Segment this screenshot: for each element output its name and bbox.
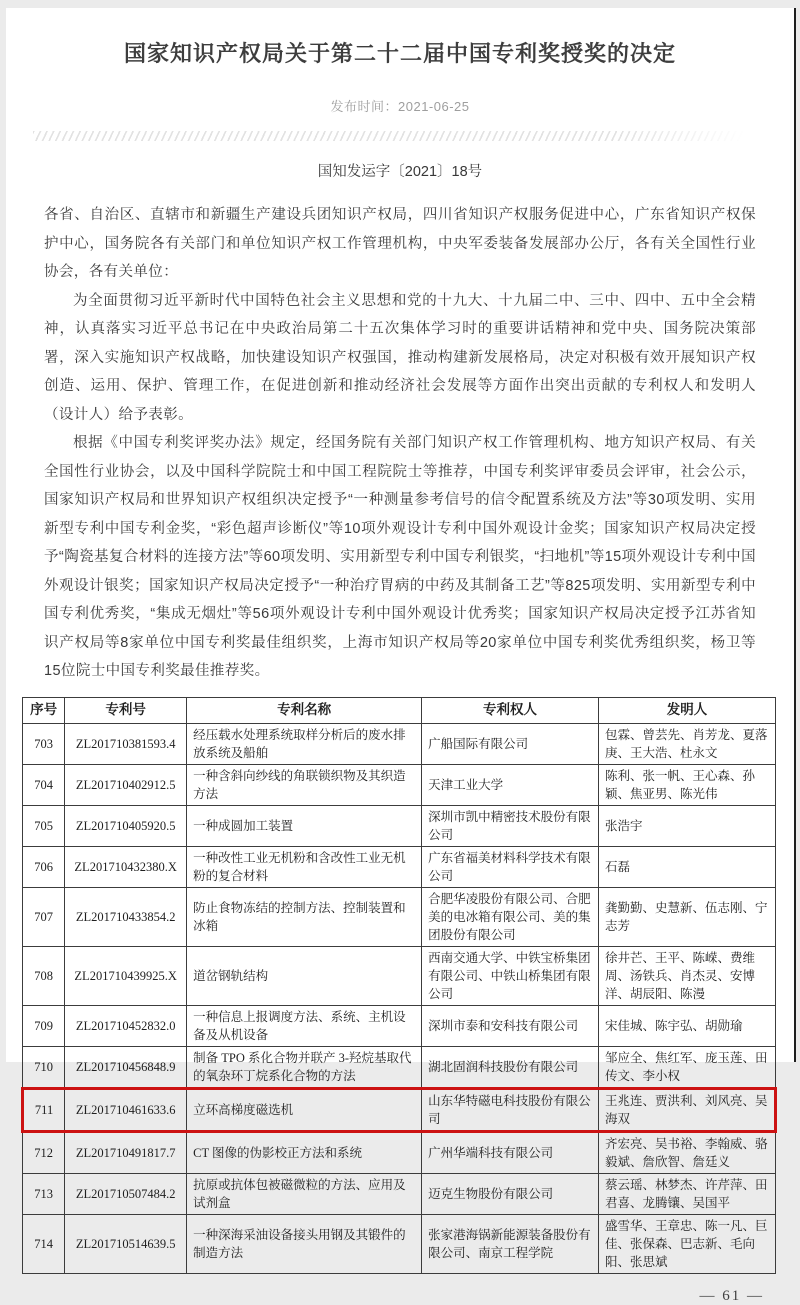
cell-inventors: 王兆连、贾洪利、刘风亮、吴海双	[599, 1088, 776, 1131]
page-title: 国家知识产权局关于第二十二届中国专利奖授奖的决定	[123, 41, 676, 66]
cell-index: 706	[23, 846, 65, 887]
cell-index: 704	[23, 764, 65, 805]
cell-patent-name: 一种改性工业无机粉和含改性工业无机粉的复合材料	[187, 846, 422, 887]
cell-inventors: 陈利、张一帆、王心森、孙颖、焦亚男、陈光伟	[599, 764, 776, 805]
cell-patent-holder: 山东华特磁电科技股份有限公司	[422, 1088, 599, 1131]
paragraph-addressees: 各省、自治区、直辖市和新疆生产建设兵团知识产权局，四川省知识产权服务促进中心，广东省知识产权保护中心，国务院各有关部门和单位知识产权工作管理机构，中央军委装备发展部办公厅，各有关全国性行业协会，各有关单位：	[44, 207, 756, 280]
table-header-row	[23, 697, 776, 723]
cell-patent-number: ZL201710432380.X	[65, 846, 187, 887]
cell-patent-number: ZL201710381593.4	[65, 723, 187, 764]
table-row-highlighted	[23, 1088, 776, 1131]
cell-patent-holder: 广州华端科技有限公司	[422, 1131, 599, 1173]
cell-index: 703	[23, 723, 65, 764]
cell-patent-number: ZL201710452832.0	[65, 1005, 187, 1046]
table-row	[23, 1005, 776, 1046]
cell-index: 712	[23, 1131, 65, 1173]
table-row	[23, 846, 776, 887]
cell-inventors: 盛雪华、王章忠、陈一凡、巨佳、张保森、巴志新、毛向阳、张思斌	[599, 1214, 776, 1273]
column-header-patent-number: 专利号	[65, 697, 187, 723]
cell-patent-holder: 迈克生物股份有限公司	[422, 1173, 599, 1214]
cell-patent-holder: 广船国际有限公司	[422, 723, 599, 764]
cell-patent-number: ZL201710461633.6	[65, 1088, 187, 1131]
cell-patent-name: 防止食物冻结的控制方法、控制装置和冰箱	[187, 887, 422, 946]
cell-patent-name: 道岔钢轨结构	[187, 946, 422, 1005]
table-row	[23, 887, 776, 946]
cell-patent-number: ZL201710456848.9	[65, 1046, 187, 1088]
cell-inventors: 蔡云瑶、林梦杰、许芹萍、田君喜、龙腾镶、吴国平	[599, 1173, 776, 1214]
cell-patent-number: ZL201710514639.5	[65, 1214, 187, 1273]
cell-patent-name: 一种成圆加工装置	[187, 805, 422, 846]
column-header-inventors: 发明人	[599, 697, 776, 723]
cell-patent-number: ZL201710405920.5	[65, 805, 187, 846]
cell-index: 713	[23, 1173, 65, 1214]
document-body	[44, 201, 756, 686]
cell-patent-name: CT 图像的伪影校正方法和系统	[187, 1131, 422, 1173]
table-row	[23, 946, 776, 1005]
cell-inventors: 张浩宇	[599, 805, 776, 846]
cell-patent-holder: 西南交通大学、中铁宝桥集团有限公司、中铁山桥集团有限公司	[422, 946, 599, 1005]
cell-index: 708	[23, 946, 65, 1005]
cell-index: 707	[23, 887, 65, 946]
cell-patent-name: 制备 TPO 系化合物并联产 3-羟烷基取代的氧杂环丁烷系化合物的方法	[187, 1046, 422, 1088]
cell-index: 710	[23, 1046, 65, 1088]
cell-patent-number: ZL201710433854.2	[65, 887, 187, 946]
cell-index: 705	[23, 805, 65, 846]
patents-table	[21, 697, 777, 1274]
paragraph-purpose: 为全面贯彻习近平新时代中国特色社会主义思想和党的十九大、十九届二中、三中、四中、五中全会精神，认真落实习近平总书记在中央政治局第二十五次集体学习时的重要讲话精神和党中央、国务院决策部署，深入实施知识产权战略，加快建设知识产权强国，推动构建新发展格局，决定对积极有效开展知识产权创造、运用、保护、管理工作，在促进创新和推动经济社会发展等方面作出突出贡献的专利权人和发明人（设计人）给予表彰。	[44, 292, 756, 423]
paragraph-awards: 根据《中国专利奖评奖办法》规定，经国务院有关部门知识产权工作管理机构、地方知识产权局、有关全国性行业协会，以及中国科学院院士和中国工程院院士等推荐，中国专利奖评审委员会评审，社会公示，国家知识产权局和世界知识产权组织决定授予“一种测量参考信号的信令配置系统及方法”等30项发明、实用新型专利中国专利金奖，“彩色超声诊断仪”等10项外观设计专利中国外观设计金奖；国家知识产权局决定授予“陶瓷基复合材料的连接方法”等60项发明、实用新型专利中国专利银奖，“扫地机”等15项外观设计专利中国外观设计银奖；国家知识产权局决定授予“一种治疗胃病的中药及其制备工艺”等825项发明、实用新型专利中国专利优秀奖，“集成无烟灶”等56项外观设计专利中国外观设计优秀奖；国家知识产权局决定授予江苏省知识产权局等8家单位中国专利奖最佳组织奖，上海市知识产权局等20家单位中国专利奖优秀组织奖，杨卫等15位院士中国专利奖最佳推荐奖。	[44, 435, 756, 679]
cell-patent-holder: 广东省福美材料科学技术有限公司	[422, 846, 599, 887]
cell-patent-number: ZL201710491817.7	[65, 1131, 187, 1173]
cell-patent-holder: 天津工业大学	[422, 764, 599, 805]
cell-patent-name: 抗原或抗体包被磁微粒的方法、应用及试剂盒	[187, 1173, 422, 1214]
cell-index: 714	[23, 1214, 65, 1273]
column-header-patent-name: 专利名称	[187, 697, 422, 723]
cell-inventors: 包霖、曾芸先、肖芳龙、夏落庚、王大浩、杜永文	[599, 723, 776, 764]
cell-patent-number: ZL201710402912.5	[65, 764, 187, 805]
publish-date: 发布时间：2021-06-25	[330, 99, 470, 114]
cell-patent-holder: 深圳市泰和安科技有限公司	[422, 1005, 599, 1046]
cell-inventors: 邹应全、焦红军、庞玉莲、田传文、李小权	[599, 1046, 776, 1088]
cell-patent-name: 经压载水处理系统取样分析后的废水排放系统及船舶	[187, 723, 422, 764]
cell-patent-holder: 合肥华凌股份有限公司、合肥美的电冰箱有限公司、美的集团股份有限公司	[422, 887, 599, 946]
document-card	[6, 8, 796, 1304]
cell-inventors: 宋佳城、陈宇弘、胡勋瑜	[599, 1005, 776, 1046]
cell-inventors: 齐宏亮、吴书裕、李翰威、骆毅斌、詹欣智、詹廷义	[599, 1131, 776, 1173]
cell-patent-holder: 张家港海锅新能源装备股份有限公司、南京工程学院	[422, 1214, 599, 1273]
cell-index: 709	[23, 1005, 65, 1046]
cell-patent-number: ZL201710507484.2	[65, 1173, 187, 1214]
table-row	[23, 1173, 776, 1214]
column-header-patent-holder: 专利权人	[422, 697, 599, 723]
cell-inventors: 徐井芒、王平、陈嵘、费维周、汤铁兵、肖杰灵、安博洋、胡辰阳、陈漫	[599, 946, 776, 1005]
table-row	[23, 764, 776, 805]
hatch-divider	[33, 131, 745, 141]
table-row	[23, 1131, 776, 1173]
doc-number: 国知发运字〔2021〕18号	[317, 164, 483, 180]
cell-patent-name: 一种深海采油设备接头用钢及其锻件的制造方法	[187, 1214, 422, 1273]
column-header-index: 序号	[23, 697, 65, 723]
cell-patent-name: 一种信息上报调度方法、系统、主机设备及从机设备	[187, 1005, 422, 1046]
page-number: — 61 —	[699, 1287, 764, 1304]
cell-inventors: 龚勤勤、史慧新、伍志刚、宁志芳	[599, 887, 776, 946]
cell-patent-name: 一种含斜向纱线的角联锁织物及其织造方法	[187, 764, 422, 805]
table-row	[23, 805, 776, 846]
table-row	[23, 1046, 776, 1088]
cell-patent-holder: 深圳市凯中精密技术股份有限公司	[422, 805, 599, 846]
cell-index: 711	[23, 1088, 65, 1131]
table-row	[23, 1214, 776, 1273]
cell-patent-name: 立环高梯度磁选机	[187, 1088, 422, 1131]
table-row	[23, 723, 776, 764]
cell-inventors: 石磊	[599, 846, 776, 887]
cell-patent-number: ZL201710439925.X	[65, 946, 187, 1005]
cell-patent-holder: 湖北固润科技股份有限公司	[422, 1046, 599, 1088]
